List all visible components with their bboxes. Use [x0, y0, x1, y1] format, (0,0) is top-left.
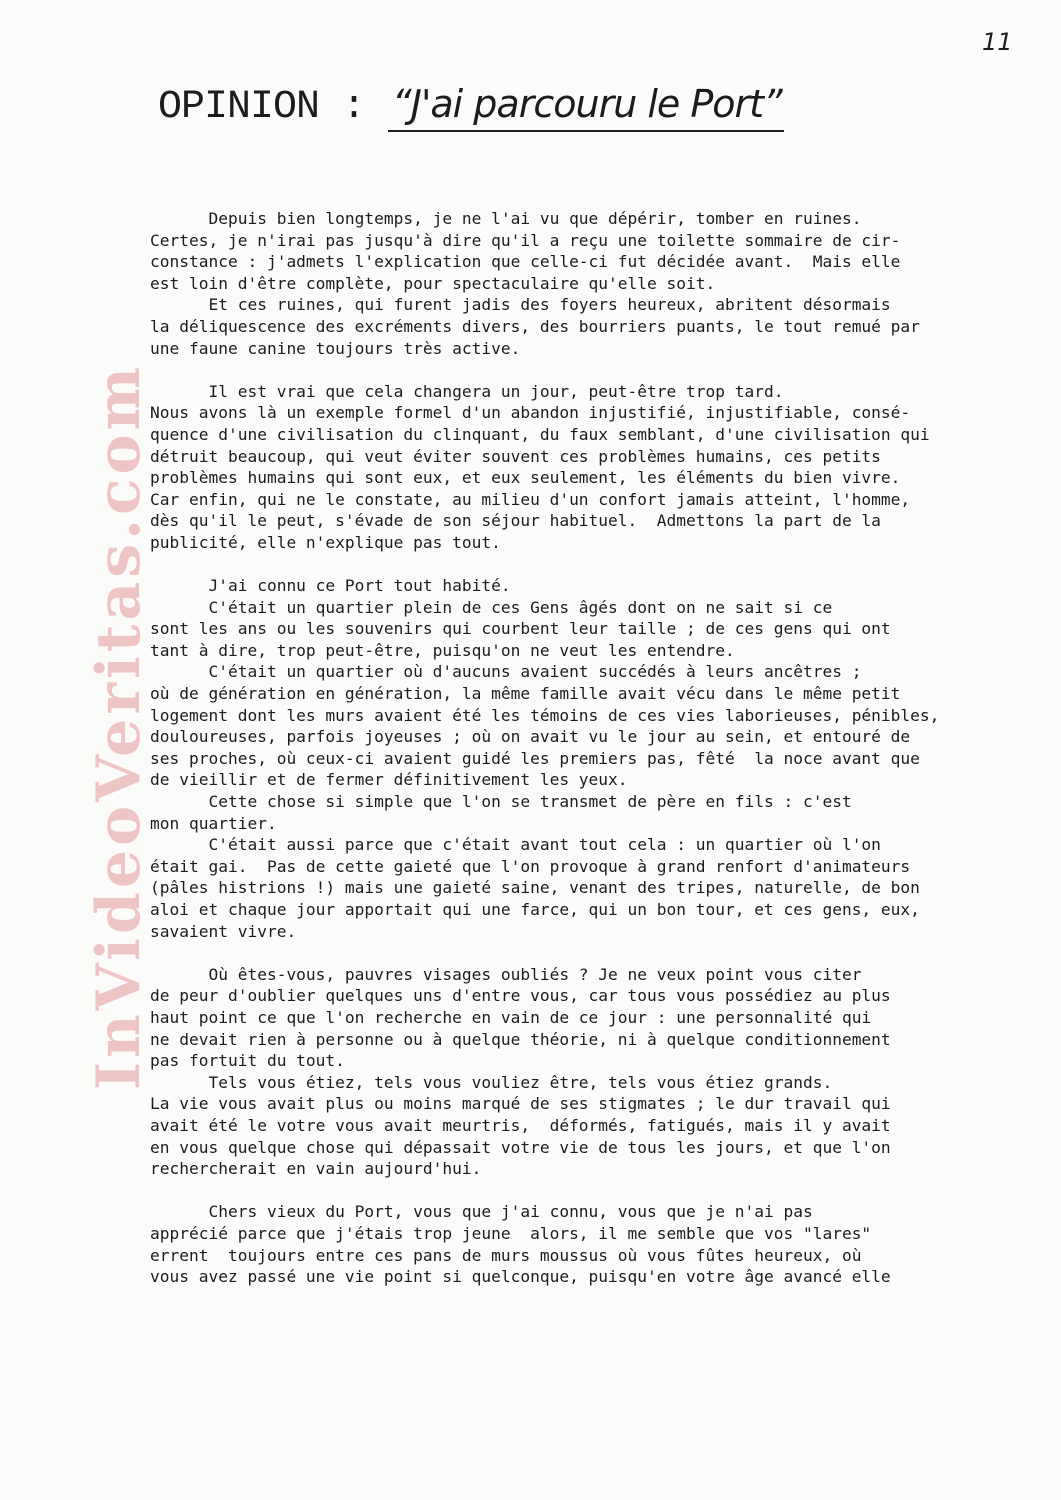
text-line: en vous quelque chose qui dépassait votre vie de tous les jours, et que l'on	[150, 1137, 891, 1157]
text-line: la déliquescence des excréments divers, des bourriers puants, le tout remué par	[150, 316, 920, 336]
text-line: La vie vous avait plus ou moins marqué de ses stigmates ; le dur travail qui	[150, 1094, 891, 1114]
text-line: savaient vivre.	[150, 921, 297, 941]
text-line: était gai. Pas de cette gaieté que l'on provoque à grand renfort d'animateurs	[150, 856, 911, 876]
text-line: C'était aussi parce que c'était avant tout cela : un quartier où l'on	[150, 835, 881, 855]
text-line: de peur d'oublier quelques uns d'entre vous, car tous vous possédiez au plus	[150, 986, 891, 1006]
page-number: 11	[982, 28, 1013, 56]
paragraph	[150, 381, 1040, 554]
title-prefix: OPINION :	[158, 85, 389, 130]
text-line: avait été le votre vous avait meurtris, déformés, fatigués, mais il y avait	[150, 1115, 891, 1135]
paragraph-gap	[150, 942, 1040, 964]
text-line: vous avez passé une vie point si quelconque, puisqu'en votre âge avancé elle	[150, 1267, 891, 1287]
text-line: publicité, elle n'explique pas tout.	[150, 532, 501, 552]
text-line: dès qu'il le peut, s'évade de son séjour habituel. Admettons la part de la	[150, 511, 881, 531]
article-title	[158, 82, 784, 132]
text-line: Depuis bien longtemps, je ne l'ai vu que dépérir, tomber en ruines.	[150, 209, 862, 228]
text-line: Nous avons là un exemple formel d'un abandon injustifié, injustifiable, consé-	[150, 403, 911, 423]
text-line: J'ai connu ce Port tout habité.	[150, 576, 511, 596]
text-line: Car enfin, qui ne le constate, au milieu d'un confort jamais atteint, l'homme,	[150, 489, 911, 509]
text-line: tant à dire, trop peut-être, puisqu'on ne veut les entendre.	[150, 640, 735, 660]
text-line: sont les ans ou les souvenirs qui courbent leur taille ; de ces gens qui ont	[150, 619, 891, 639]
text-line: est loin d'être complète, pour spectaculaire qu'elle soit.	[150, 273, 716, 293]
text-line: Certes, je n'irai pas jusqu'à dire qu'il a reçu une toilette sommaire de cir-	[150, 230, 901, 250]
text-line: constance : j'admets l'explication que celle-ci fut décidée avant. Mais elle	[150, 252, 901, 272]
text-line: Il est vrai que cela changera un jour, peut-être trop tard.	[150, 381, 784, 401]
text-line: apprécié parce que j'étais trop jeune alors, il me semble que vos "lares"	[150, 1223, 872, 1243]
text-line: ses proches, où ceux-ci avaient guidé les premiers pas, fêté la noce avant que	[150, 748, 920, 768]
text-line: rechercherait en vain aujourd'hui.	[150, 1159, 482, 1179]
text-line: ne devait rien à personne ou à quelque théorie, ni à quelque conditionnement	[150, 1029, 891, 1049]
text-line: C'était un quartier où d'aucuns avaient succédés à leurs ancêtres ;	[150, 662, 862, 682]
text-line: détruit beaucoup, qui veut éviter souvent ces problèmes humains, ces petits	[150, 446, 881, 466]
text-line: où de génération en génération, la même famille avait vécu dans le même petit	[150, 684, 901, 704]
text-line: quence d'une civilisation du clinquant, du faux semblant, d'une civilisation qui	[150, 424, 930, 444]
text-line: haut point ce que l'on recherche en vain de ce jour : une personnalité qui	[150, 1007, 872, 1027]
text-line: C'était un quartier plein de ces Gens âgés dont on ne sait si ce	[150, 597, 833, 617]
paragraph	[150, 575, 1040, 942]
text-line: Et ces ruines, qui furent jadis des foyers heureux, abritent désormais	[150, 295, 891, 315]
text-line: Cette chose si simple que l'on se transmet de père en fils : c'est	[150, 792, 852, 812]
paragraph-gap	[150, 1180, 1040, 1202]
text-line: Chers vieux du Port, vous que j'ai connu, vous que je n'ai pas	[150, 1202, 813, 1222]
text-line: douloureuses, parfois joyeuses ; où on avait vu le jour au sein, et entouré de	[150, 727, 911, 747]
paragraph-gap	[150, 554, 1040, 576]
text-line: Tels vous étiez, tels vous vouliez être, tels vous étiez grands.	[150, 1072, 833, 1092]
text-line: pas fortuit du tout.	[150, 1051, 345, 1071]
text-line: problèmes humains qui sont eux, et eux seulement, les éléments du bien vivre.	[150, 468, 901, 488]
text-line: Où êtes-vous, pauvres visages oubliés ? Je ne veux point vous citer	[150, 964, 862, 984]
text-line: mon quartier.	[150, 813, 277, 833]
text-line: une faune canine toujours très active.	[150, 338, 521, 358]
text-line: (pâles histrions !) mais une gaieté saine, venant des tripes, naturelle, de bon	[150, 878, 920, 898]
title-handwritten: “J'ai parcouru le Port”	[388, 82, 784, 132]
paragraph	[150, 208, 1040, 359]
paragraph-gap	[150, 359, 1040, 381]
paragraph	[150, 964, 1040, 1180]
text-line: de vieillir et de fermer définitivement les yeux.	[150, 770, 628, 790]
watermark: InVideoVeritas.com	[84, 362, 154, 1090]
article-body	[150, 208, 1040, 1288]
paragraph	[150, 1201, 1040, 1287]
text-line: logement dont les murs avaient été les témoins de ces vies laborieuses, pénibles,	[150, 705, 940, 725]
text-line: errent toujours entre ces pans de murs moussus où vous fûtes heureux, où	[150, 1245, 862, 1265]
text-line: aloi et chaque jour apportait qui une farce, qui un bon tour, et ces gens, eux,	[150, 900, 920, 919]
